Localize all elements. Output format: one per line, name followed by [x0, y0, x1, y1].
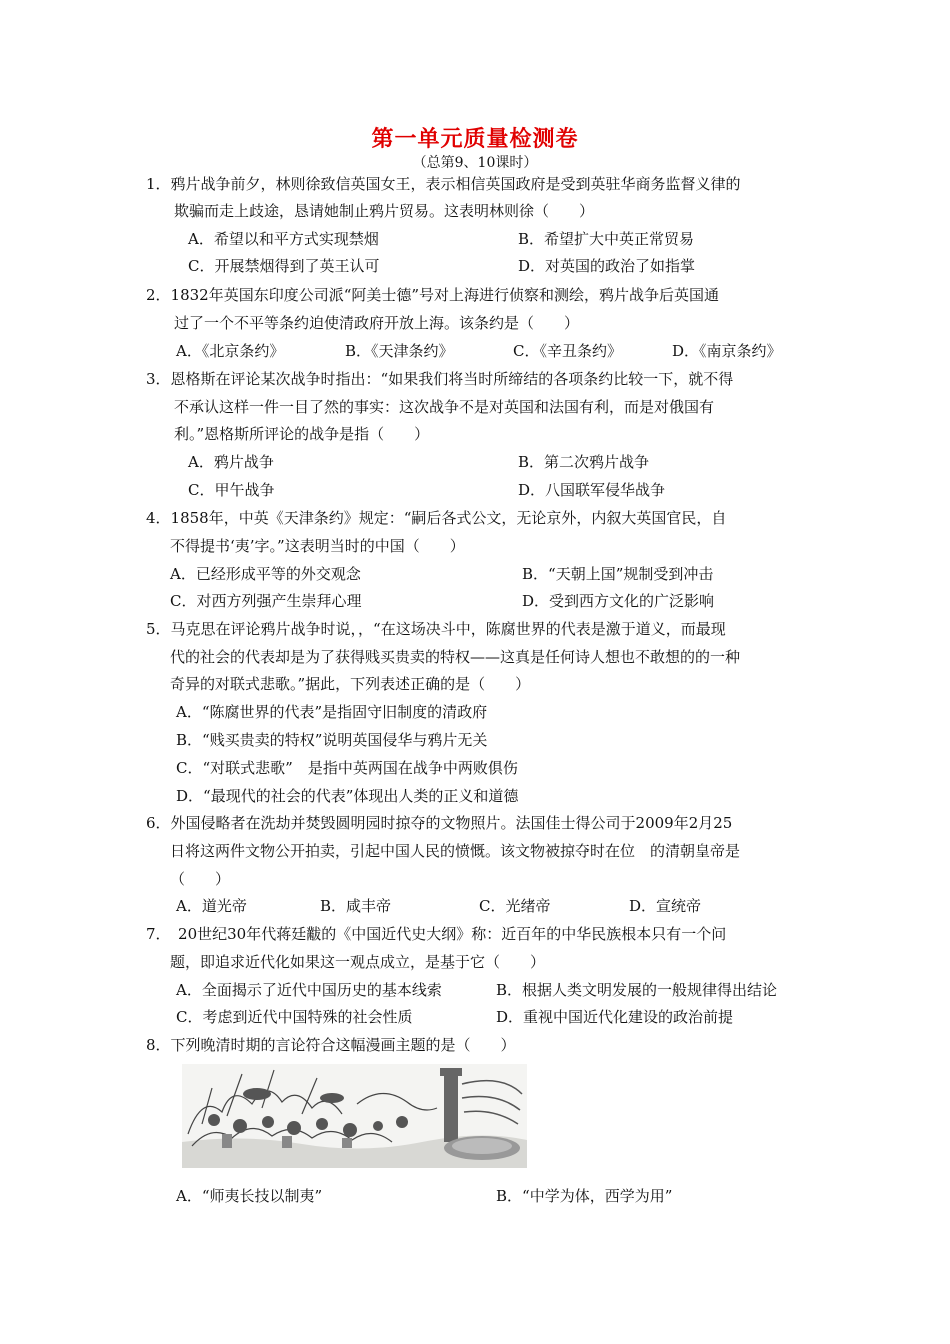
question-6-option-b: B．咸丰帝 — [320, 897, 392, 915]
question-6-stem-cont-2: （ ） — [170, 870, 231, 888]
question-3-option-d: D．八国联军侵华战争 — [518, 481, 666, 499]
question-4-option-d: D．受到西方文化的广泛影响 — [522, 592, 715, 610]
question-6-option-d: D．宣统帝 — [629, 897, 702, 915]
page-subtitle: （总第9、10课时） — [412, 155, 538, 171]
question-6-stem: 6．外国侵略者在洗劫并焚毁圆明园时掠夺的文物照片。法国佳士得公司于2009年2月25 — [146, 814, 733, 832]
question-4-option-b: B．“天朝上国”规制受到冲击 — [522, 565, 714, 583]
question-7-option-a: A．全面揭示了近代中国历史的基本线索 — [176, 981, 442, 999]
question-6-option-c: C．光绪帝 — [479, 897, 551, 915]
question-2-option-a: A．《北京条约》 — [176, 342, 285, 360]
question-3-stem-cont: 不承认这样一件一目了然的事实：这次战争不是对英国和法国有利，而是对俄国有 — [174, 398, 715, 416]
question-3-stem: 3．恩格斯在评论某次战争时指出：“如果我们将当时所缔结的各项条约比较一下，就不得 — [146, 370, 734, 388]
question-1-option-a: A．希望以和平方式实现禁烟 — [188, 230, 379, 248]
question-8-option-a: A．“师夷长技以制夷” — [176, 1187, 323, 1205]
question-7-option-d: D．重视中国近代化建设的政治前提 — [496, 1008, 734, 1026]
question-1-stem: 1．鸦片战争前夕，林则徐致信英国女王，表示相信英国政府是受到英驻华商务监督义律的 — [146, 175, 741, 193]
question-2-option-c: C．《辛丑条约》 — [513, 342, 622, 360]
question-5-option-b: B．“贱买贵卖的特权”说明英国侵华与鸦片无关 — [176, 731, 488, 749]
question-1-stem-cont: 欺骗而走上歧途，恳请她制止鸦片贸易。这表明林则徐（ ） — [174, 202, 595, 220]
question-6-stem-cont: 日将这两件文物公开拍卖，引起中国人民的愤慨。该文物被掠夺时在位 的清朝皇帝是 — [170, 842, 741, 860]
question-4-option-a: A．已经形成平等的外交观念 — [170, 565, 361, 583]
question-3-option-c: C．甲午战争 — [188, 481, 275, 499]
question-5-stem-cont-2: 奇异的对联式悲歌。”据此，下列表述正确的是（ ） — [170, 675, 531, 693]
question-7-option-b: B．根据人类文明发展的一般规律得出结论 — [496, 981, 778, 999]
question-3-option-b: B．第二次鸦片战争 — [518, 453, 650, 471]
question-5-option-d: D．“最现代的社会的代表”体现出人类的正义和道德 — [176, 787, 519, 805]
question-8-option-b: B．“中学为体，西学为用” — [496, 1187, 673, 1205]
cartoon-illustration — [182, 1064, 527, 1168]
question-2-stem-cont: 过了一个不平等条约迫使清政府开放上海。该条约是（ ） — [174, 314, 580, 332]
question-2-option-d: D．《南京条约》 — [672, 342, 782, 360]
question-1-option-d: D．对英国的政治了如指掌 — [518, 257, 696, 275]
question-5-option-a: A．“陈腐世界的代表”是指固守旧制度的清政府 — [176, 703, 488, 721]
question-4-option-c: C．对西方列强产生崇拜心理 — [170, 592, 362, 610]
question-1-option-c: C．开展禁烟得到了英王认可 — [188, 257, 380, 275]
question-2-option-b: B．《天津条约》 — [345, 342, 454, 360]
question-1-option-b: B．希望扩大中英正常贸易 — [518, 230, 695, 248]
question-7-option-c: C．考虑到近代中国特殊的社会性质 — [176, 1008, 413, 1026]
question-6-option-a: A．道光帝 — [176, 897, 247, 915]
question-5-stem: 5．马克思在评论鸦片战争时说，，“在这场决斗中，陈腐世界的代表是激于道义，而最现 — [146, 620, 726, 638]
question-4-stem: 4．1858年，中英《天津条约》规定：“嗣后各式公文，无论京外，内叙大英国官民，自 — [146, 509, 727, 527]
page-title: 第一单元质量检测卷 — [371, 127, 579, 152]
question-8-stem: 8．下列晚清时期的言论符合这幅漫画主题的是（ ） — [146, 1036, 516, 1054]
question-3-option-a: A．鸦片战争 — [188, 453, 274, 471]
question-5-option-c: C．“对联式悲歌” 是指中英两国在战争中两败俱伤 — [176, 759, 518, 777]
question-2-stem: 2．1832年英国东印度公司派“阿美士德”号对上海进行侦察和测绘，鸦片战争后英国通 — [146, 286, 720, 304]
question-7-stem: 7． 20世纪30年代蒋廷黻的《中国近代史大纲》称：近百年的中华民族根本只有一个问 — [146, 925, 727, 943]
question-3-stem-cont-2: 利。”恩格斯所评论的战争是指（ ） — [174, 425, 430, 443]
question-7-stem-cont: 题，即追求近代化如果这一观点成立，是基于它（ ） — [170, 953, 546, 971]
question-5-stem-cont: 代的社会的代表却是为了获得贱买贵卖的特权——这真是任何诗人想也不敢想的的一种 — [170, 648, 741, 666]
question-4-stem-cont: 不得提书‘夷’字。”这表明当时的中国（ ） — [170, 537, 465, 555]
